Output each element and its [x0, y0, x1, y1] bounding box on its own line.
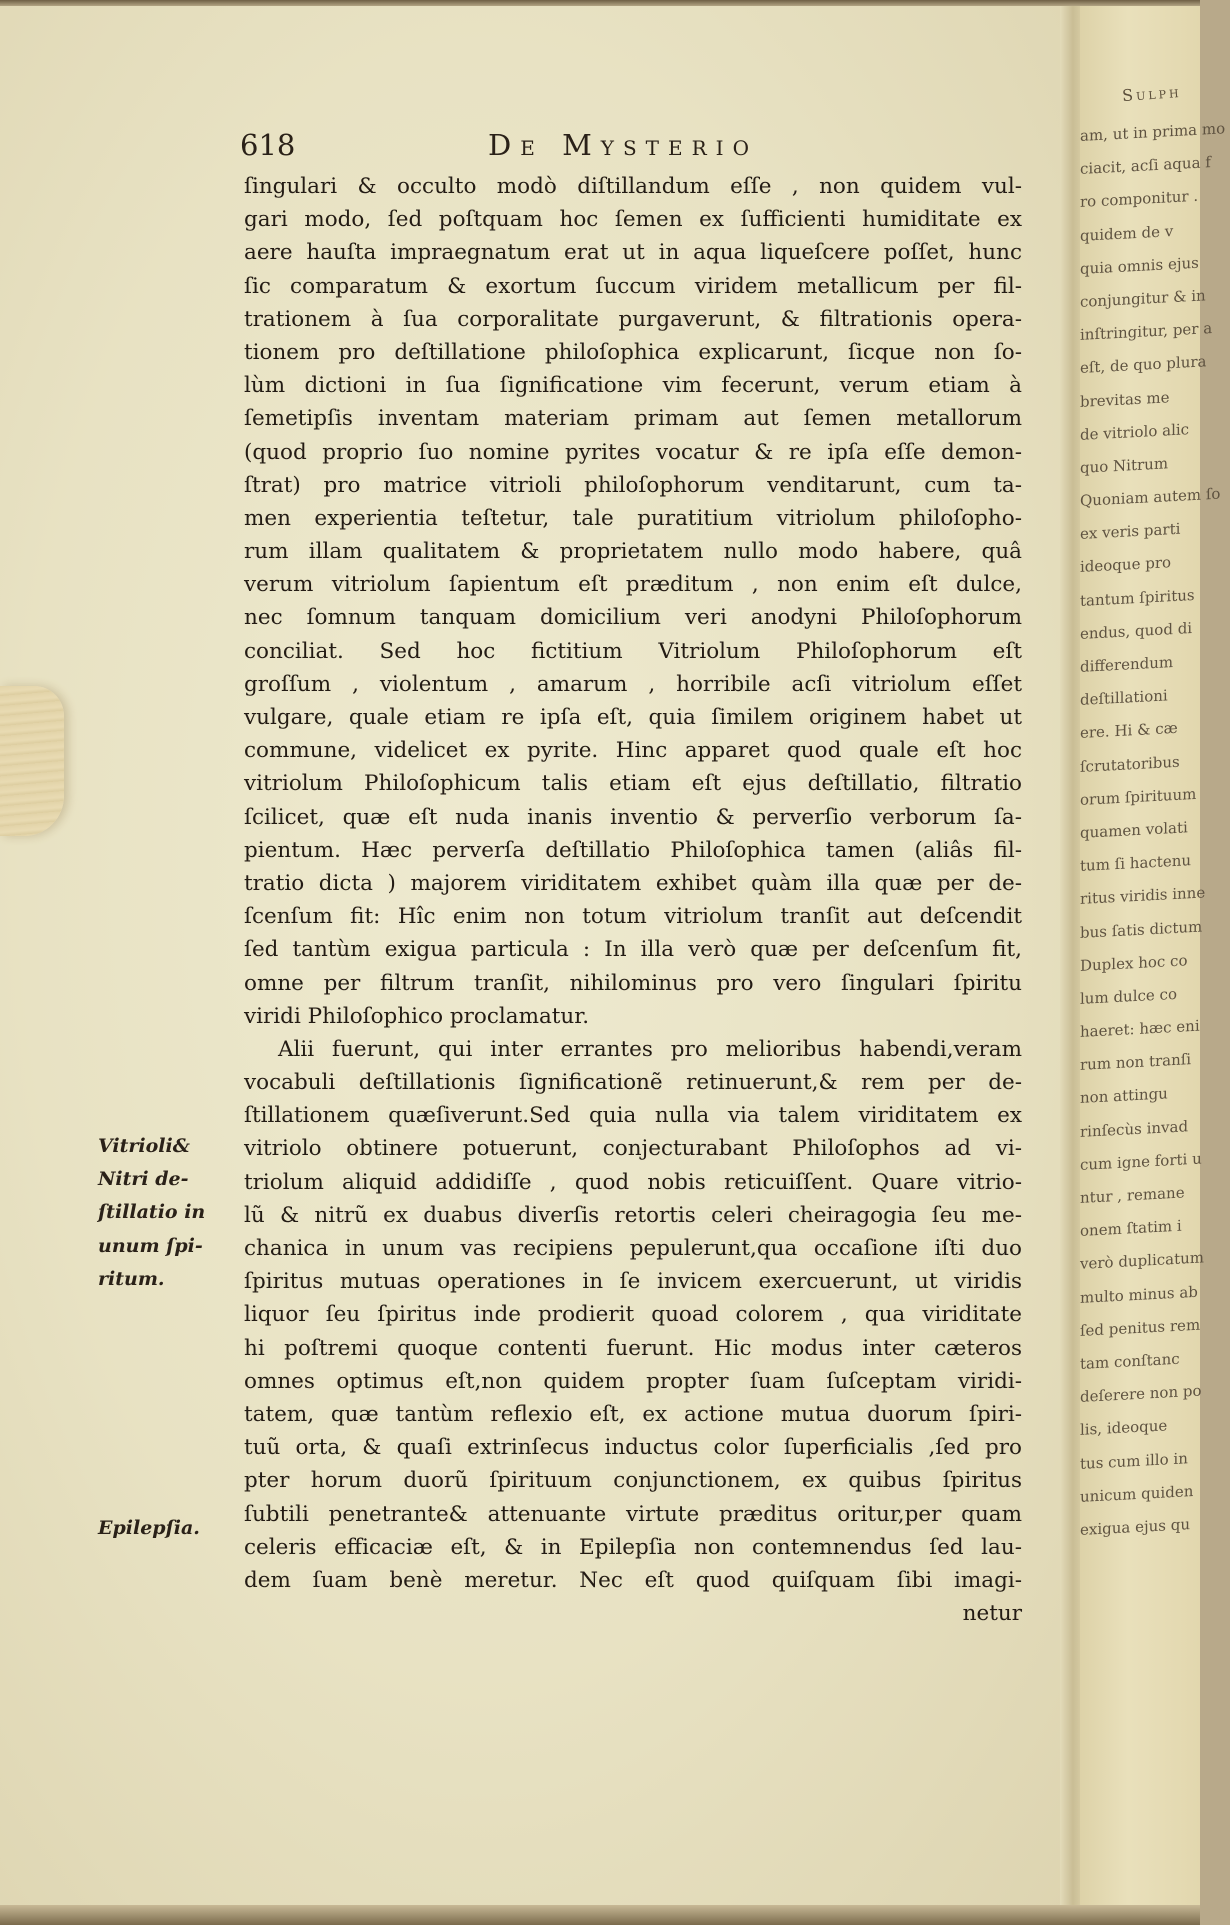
text-line: men experientia teſtetur, tale puratitium vitriolum philoſopho-	[244, 505, 1022, 531]
text-line: vitriolo obtinere potuerunt, conjecturabant Philoſophos ad vi-	[244, 1136, 1022, 1162]
text-line: ſpiritus mutuas operationes in ſe invicem exercuerunt, ut viridis	[244, 1269, 1022, 1295]
right-page-line: lis, ideoque	[1080, 1416, 1168, 1440]
page-number: 618	[240, 128, 296, 162]
right-page-line: lum dulce co	[1080, 984, 1177, 1008]
catchword: netur	[962, 1601, 1022, 1627]
marginal-note-line: Nitri de-	[98, 1168, 189, 1191]
right-page	[1080, 6, 1226, 1906]
text-line: celeris efficaciæ eſt, & in Epilepſia non contemnendus ſed lau-	[244, 1534, 1022, 1560]
text-line: ſubtili penetrante& attenuante virtute præditus oritur,per quam	[244, 1501, 1022, 1527]
text-line: ſtillationem quæſiverunt.Sed quia nulla via talem viriditatem ex	[244, 1103, 1022, 1129]
right-page-line: differendum	[1080, 653, 1174, 676]
text-line: tionem pro deſtillatione philoſophica explicarunt, ſicque non ſo-	[244, 339, 1022, 365]
right-page-line: ritus viridis inne	[1080, 883, 1206, 909]
text-line: lùm dictioni in ſua ſignificatione vim fecerunt, verum etiam à	[244, 373, 1022, 399]
right-page-line: ex veris parti	[1080, 519, 1181, 544]
text-line: omnes optimus eſt,non quidem propter ſuam ſuſceptam viridi-	[244, 1368, 1022, 1394]
right-page-line: Duplex hoc co	[1080, 950, 1188, 975]
right-page-line: ideoque pro	[1080, 553, 1172, 577]
running-head	[240, 128, 1020, 164]
text-line: vocabuli deſtillationis ſignificationẽ retinuerunt,& rem per de-	[244, 1070, 1022, 1096]
text-line: ſic comparatum & exortum ſuccum viridem metallicum per fil-	[244, 273, 1022, 299]
text-line: omne per filtrum tranſit, nihilominus pro vero ſingulari ſpiritu	[244, 970, 1022, 996]
text-line: triolum aliquid addidiſſe , quod nobis reticuiſſent. Quare vitrio-	[244, 1169, 1022, 1195]
right-page-line: ntur , remane	[1080, 1183, 1185, 1207]
text-line: (quod proprio ſuo nomine pyrites vocatur & re ipſa eſſe demon-	[244, 439, 1022, 465]
right-page-running-title: Sulph	[1121, 81, 1183, 106]
right-page-line: tus cum illo in	[1080, 1448, 1188, 1473]
right-page-line: bus ſatis dictum	[1080, 917, 1203, 942]
right-page-line: quamen volati	[1080, 818, 1188, 842]
text-line: ſtrat) pro matrice vitrioli philoſophorum venditarunt, cum ta-	[244, 472, 1022, 498]
page-title: De Mysterio	[488, 128, 758, 162]
right-page-line: tantum ſpiritus	[1080, 585, 1195, 610]
text-line: nec ſomnum tanquam domicilium veri anodyni Philoſophorum	[244, 605, 1022, 631]
right-page-line: cum igne forti u	[1080, 1149, 1202, 1174]
text-line: hi poſtremi quoque contenti fuerunt. Hic modus inter cæteros	[244, 1335, 1022, 1361]
text-line: conciliat. Sed hoc fictitium Vitriolum Philoſophorum eſt	[244, 638, 1022, 664]
text-line: vitriolum Philoſophicum talis etiam eſt ejus deſtillatio, filtratio	[244, 771, 1022, 797]
right-page-line: endus, quod di	[1080, 618, 1193, 643]
right-page-line: conjungitur & in	[1080, 286, 1206, 311]
right-page-line: haeret: hæc eni	[1080, 1016, 1200, 1041]
right-page-line: ro componitur .	[1080, 187, 1199, 212]
text-line: ſcenſum fit: Hîc enim non totum vitriolum tranſit aut deſcendit	[244, 904, 1022, 930]
right-page-line: onem ſtatim i	[1080, 1216, 1182, 1241]
text-line: commune, videlicet ex pyrite. Hinc apparet quod quale eſt hoc	[244, 738, 1022, 764]
right-page-line: quo Nitrum	[1080, 454, 1169, 477]
marginal-note-vitrioli	[98, 1130, 238, 1296]
text-line: rum illam qualitatem & proprietatem nullo modo habere, quâ	[244, 539, 1022, 565]
text-line: groſſum , violentum , amarum , horribile acſi vitriolum eſſet	[244, 671, 1022, 697]
right-page-line: tam conſtanc	[1080, 1349, 1180, 1373]
text-line: viridi Philoſophico proclamatur.	[244, 1003, 590, 1029]
text-line: verum vitriolum ſapientum eſt præditum , non enim eſt dulce,	[244, 572, 1022, 598]
text-line: ſingulari & occulto modò diſtillandum eſſe , non quidem vul-	[244, 174, 1022, 199]
main-text-block	[244, 170, 1022, 1630]
text-line: chanica in unum vas recipiens pepulerunt,qua occaſione iſti duo	[244, 1236, 1022, 1261]
right-page-line: multo minus ab	[1080, 1282, 1198, 1307]
right-page-line: eſt, de quo plura	[1080, 352, 1207, 378]
marginal-note-line: Vitrioli&	[98, 1135, 190, 1157]
marginal-note-line: Epilepſia.	[98, 1517, 200, 1539]
right-page-line: exigua ejus qu	[1080, 1515, 1191, 1539]
marginal-note-line: ſtillatio in	[98, 1201, 206, 1224]
right-page-line: brevitas me	[1080, 387, 1170, 411]
right-page-line: de vitriolo alic	[1080, 419, 1190, 444]
right-page-line: ſed penitus rem	[1080, 1315, 1201, 1340]
right-page-line: inſtringitur, per a	[1080, 319, 1213, 345]
text-line: liquor ſeu ſpiritus inde prodierit quoad colorem , qua viriditate	[244, 1302, 1022, 1328]
right-page-line: unicum quiden	[1080, 1481, 1194, 1506]
right-page-line: deſerere non po	[1080, 1381, 1202, 1407]
text-line: lũ & nitrũ ex duabus diverſis retortis celeri cheiragogia ſeu me-	[244, 1202, 1022, 1228]
text-line: trationem à ſua corporalitate purgaverunt, & filtrationis opera-	[244, 306, 1022, 332]
text-line: pientum. Hæc perverſa deſtillatio Philoſophica tamen (aliâs fil-	[244, 837, 1022, 863]
marginal-note-line: unum ſpi-	[98, 1234, 203, 1257]
right-page-line: ere. Hi & cæ	[1080, 719, 1178, 743]
text-line: tatem, quæ tantùm reflexio eſt, ex actione mutua duorum ſpiri-	[244, 1401, 1022, 1427]
right-page-line: quia omnis ejus	[1080, 253, 1199, 278]
right-page-line: quidem de v	[1080, 221, 1174, 245]
text-line: ſemetipſis inventam materiam primam aut ſemen metallorum	[244, 406, 1022, 432]
text-line: ſcilicet, quæ eſt nuda inanis inventio & perverſio verborum ſa-	[244, 804, 1022, 830]
text-line: tuũ orta, & quaſi extrinſecus inductus color ſuperficialis ,ſed pro	[244, 1435, 1022, 1461]
paper-tab-stain	[0, 686, 64, 836]
text-line: vulgare, quale etiam re ipſa eſt, quia ſimilem originem habet ut	[244, 705, 1022, 730]
right-page-line: tum ſi hactenu	[1080, 851, 1192, 876]
right-page-line: orum ſpirituum	[1080, 784, 1197, 809]
right-page-line: ciacit, acſi aqua f	[1080, 153, 1211, 179]
text-line: dem ſuam benè meretur. Nec eſt quod quiſquam ſibi imagi-	[244, 1567, 1022, 1593]
right-page-line: ſcrutatoribus	[1080, 752, 1180, 776]
right-page-line: rinſecùs invad	[1080, 1116, 1189, 1141]
text-line: ſed tantùm exigua particula : In illa verò quæ per deſcenſum fit,	[244, 937, 1022, 963]
right-page-line: non attingu	[1080, 1084, 1168, 1108]
right-page-line: Quoniam autem ſo	[1080, 484, 1221, 510]
text-line: tratio dicta ) majorem viriditatem exhibet quàm illa quæ per de-	[244, 870, 1022, 896]
text-line: gari modo, ſed poſtquam hoc ſemen ex ſufficienti humiditate ex	[244, 207, 1022, 233]
right-page-line: rum non tranſi	[1080, 1050, 1192, 1075]
right-page-line: verò duplicatum	[1080, 1248, 1205, 1274]
right-page-line: deſtillationi	[1080, 686, 1168, 710]
text-line: pter horum duorũ ſpirituum conjunctionem, ex quibus ſpiritus	[244, 1468, 1022, 1494]
marginal-note-line: ritum.	[98, 1267, 165, 1290]
right-page-line: am, ut in prima mo	[1080, 119, 1226, 145]
text-line: aere hauſta impraegnatum erat ut in aqua liqueſcere poſſet, hunc	[244, 240, 1022, 266]
right-page-text	[1080, 116, 1230, 1543]
marginal-note-epilepsia	[98, 1512, 238, 1545]
book-bottom-edge	[0, 1905, 1200, 1925]
text-line: Alii fuerunt, qui inter errantes pro melioribus habendi,veram	[278, 1036, 1022, 1062]
